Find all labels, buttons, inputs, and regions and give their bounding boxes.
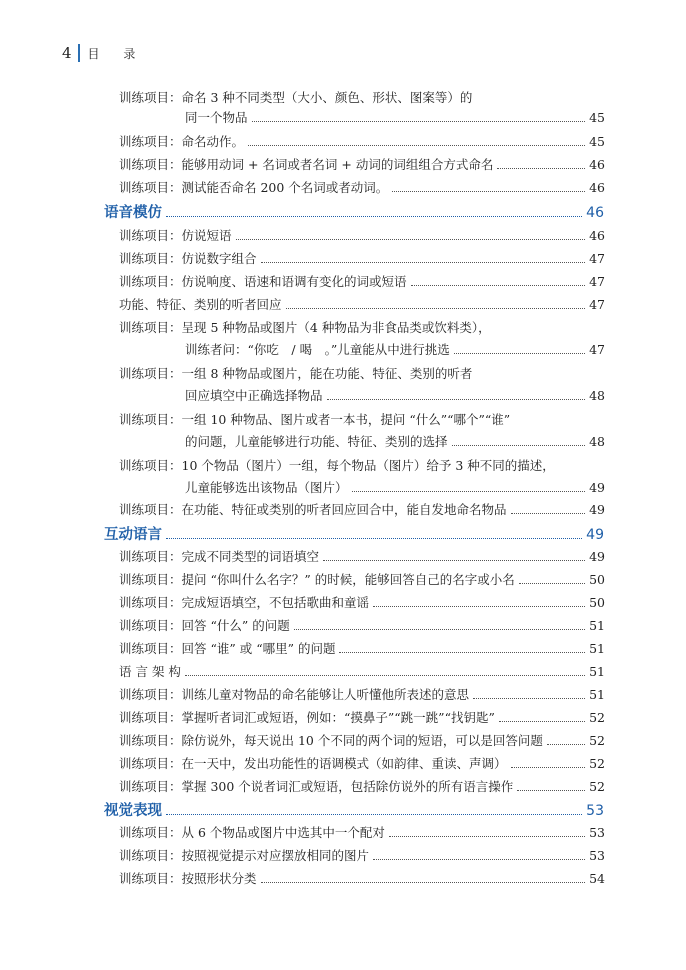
dot-leader <box>519 582 585 584</box>
toc-entry-text: 训练项目：从 6 个物品或图片中选其中一个配对 <box>119 825 385 840</box>
toc-page-number: 51 <box>589 687 605 702</box>
dot-leader <box>473 697 585 699</box>
toc-page-number: 52 <box>589 710 605 725</box>
toc-entry[interactable] <box>119 616 605 636</box>
toc-entry-text: 同一个物品 <box>185 110 248 125</box>
dot-leader <box>261 261 586 263</box>
toc-page-number: 47 <box>589 297 605 312</box>
toc-entry-text: 训练项目：能够用动词 + 名词或者名词 + 动词的词组组合方式命名 <box>119 157 494 172</box>
toc-page-number: 45 <box>589 134 605 149</box>
dot-leader <box>497 167 585 169</box>
section-title: 语音模仿 <box>104 205 162 221</box>
dot-leader <box>166 813 582 815</box>
toc-page-number: 53 <box>589 825 605 840</box>
toc-entry-text: 语 言 架 构 <box>119 664 181 679</box>
toc-entry-text: 训练项目：完成短语填空，不包括歌曲和童谣 <box>119 595 370 610</box>
toc-page-number: 49 <box>589 502 605 517</box>
toc-entry-text: 训练项目：回答 “什么” 的问题 <box>119 618 290 633</box>
dot-leader <box>511 512 586 514</box>
page-number: 4 <box>62 44 72 62</box>
toc-entry[interactable] <box>185 386 605 406</box>
toc-entry[interactable] <box>119 155 605 175</box>
toc-entry[interactable] <box>185 340 605 360</box>
toc-entry[interactable] <box>185 108 605 128</box>
toc-entry-text: 训练项目：仿说数字组合 <box>119 251 257 266</box>
toc-entry[interactable] <box>119 777 605 797</box>
toc-entry-text: 训练项目：训练儿童对物品的命名能够让人听懂他所表述的意思 <box>119 687 470 702</box>
toc-entry-text: 训练项目：命名动作。 <box>119 134 245 149</box>
dot-leader <box>323 559 585 561</box>
toc-page-number: 50 <box>589 595 605 610</box>
toc-entry-text: 训练项目：测试能否命名 200 个名词或者动词。 <box>119 180 389 195</box>
toc-entry[interactable] <box>119 570 605 590</box>
toc-entry-text: 训练项目：在功能、特征或类别的听者回应回合中，能自发地命名物品 <box>119 502 507 517</box>
section-title: 互动语言 <box>104 527 162 543</box>
toc-page-number: 48 <box>589 434 605 449</box>
dot-leader <box>352 490 586 492</box>
dot-leader <box>236 238 586 240</box>
dot-leader <box>373 605 585 607</box>
dot-leader <box>454 352 585 354</box>
toc-section-heading[interactable] <box>104 800 604 822</box>
toc-entry-text: 训练项目：除仿说外，每天说出 10 个不同的两个词的短语，可以是回答问题 <box>119 733 543 748</box>
toc-entry[interactable] <box>119 178 605 198</box>
toc-entry[interactable] <box>119 662 605 682</box>
toc-entry[interactable] <box>119 295 605 315</box>
toc-entry[interactable] <box>185 478 605 498</box>
dot-leader <box>166 537 582 539</box>
toc-entry[interactable] <box>119 226 605 246</box>
toc-entry-text: 训练项目：按照视觉提示对应摆放相同的图片 <box>119 848 370 863</box>
toc-entry-text: 儿童能够选出该物品（图片） <box>185 480 348 495</box>
toc-entry[interactable] <box>119 869 605 889</box>
toc-page-number: 50 <box>589 572 605 587</box>
section-page-number: 49 <box>586 527 604 543</box>
toc-entry[interactable] <box>119 708 605 728</box>
toc-entry[interactable] <box>119 639 605 659</box>
dot-leader <box>373 858 585 860</box>
toc-page-number: 47 <box>589 251 605 266</box>
toc-page-number: 54 <box>589 871 605 886</box>
toc-entry[interactable] <box>119 547 605 567</box>
toc-page-number: 51 <box>589 641 605 656</box>
dot-leader <box>294 628 585 630</box>
toc-entry-line: 训练项目：一组 8 种物品或图片，能在功能、特征、类别的听者 <box>119 366 473 381</box>
toc-page-number: 52 <box>589 733 605 748</box>
dot-leader <box>547 743 585 745</box>
toc-entry-text: 训练项目：掌握听者词汇或短语，例如：“摸鼻子”“跳一跳”“找钥匙” <box>119 710 495 725</box>
toc-entry[interactable] <box>119 593 605 613</box>
toc-page-number: 47 <box>589 342 605 357</box>
toc-entry-line: 训练项目：命名 3 种不同类型（大小、颜色、形状、图案等）的 <box>119 90 473 105</box>
toc-entry-text: 训练项目：在一天中，发出功能性的语调模式（如韵律、重读、声调） <box>119 756 507 771</box>
toc-entry[interactable] <box>119 500 605 520</box>
dot-leader <box>511 766 586 768</box>
toc-page-number: 48 <box>589 388 605 403</box>
toc-entry-text: 回应填空中正确选择物品 <box>185 388 323 403</box>
dot-leader <box>286 307 586 309</box>
toc-page-number: 51 <box>589 618 605 633</box>
dot-leader <box>389 835 585 837</box>
header-title: 目 录 <box>87 46 146 61</box>
toc-page-number: 47 <box>589 274 605 289</box>
toc-entry-line: 训练项目：10 个物品（图片）一组，每个物品（图片）给予 3 种不同的描述， <box>119 458 555 473</box>
toc-entry-text: 训练者问：“你吃 / 喝 。”儿童能从中进行挑选 <box>185 342 450 357</box>
toc-entry[interactable] <box>119 754 605 774</box>
toc-page-number: 51 <box>589 664 605 679</box>
section-page-number: 46 <box>586 205 604 221</box>
dot-leader <box>339 651 585 653</box>
toc-entry-line: 训练项目：一组 10 种物品、图片或者一本书，提问 “什么”“哪个”“谁” <box>119 412 511 427</box>
toc-entry-text: 训练项目：仿说短语 <box>119 228 232 243</box>
toc-page-number: 45 <box>589 110 605 125</box>
running-header <box>62 42 145 64</box>
toc-page-number: 46 <box>589 180 605 195</box>
dot-leader <box>499 720 585 722</box>
toc-entry[interactable] <box>119 846 605 866</box>
toc-page-number: 53 <box>589 848 605 863</box>
toc-page-number: 52 <box>589 779 605 794</box>
toc-entry-text: 训练项目：完成不同类型的词语填空 <box>119 549 320 564</box>
toc-page-number: 46 <box>589 228 605 243</box>
section-page-number: 53 <box>586 803 604 819</box>
toc-page-number: 52 <box>589 756 605 771</box>
header-divider <box>78 44 80 62</box>
toc-page-number: 49 <box>589 549 605 564</box>
dot-leader <box>185 674 585 676</box>
dot-leader <box>166 215 582 217</box>
toc-entry[interactable] <box>119 685 605 705</box>
toc-page-number: 46 <box>589 157 605 172</box>
dot-leader <box>248 144 585 146</box>
dot-leader <box>261 881 586 883</box>
toc-entry-text: 训练项目：掌握 300 个说者词汇或短语，包括除仿说外的所有语言操作 <box>119 779 514 794</box>
toc-entry[interactable] <box>119 272 605 292</box>
toc-entry-line: 训练项目：呈现 5 种物品或图片（4 种物品为非食品类或饮料类）， <box>119 320 491 335</box>
toc-entry[interactable] <box>119 132 605 152</box>
toc-entry-text: 功能、特征、类别的听者回应 <box>119 297 282 312</box>
dot-leader <box>252 120 586 122</box>
dot-leader <box>411 284 586 286</box>
dot-leader <box>392 190 585 192</box>
section-title: 视觉表现 <box>104 803 162 819</box>
toc-entry-text: 训练项目：提问 “你叫什么名字？” 的时候，能够回答自己的名字或小名 <box>119 572 515 587</box>
dot-leader <box>327 398 586 400</box>
toc-entry[interactable] <box>119 731 605 751</box>
toc-page-number: 49 <box>589 480 605 495</box>
toc-entry[interactable] <box>185 432 605 452</box>
toc-section-heading[interactable] <box>104 202 604 224</box>
dot-leader <box>517 789 585 791</box>
dot-leader <box>452 444 586 446</box>
toc-entry-text: 的问题，儿童能够进行功能、特征、类别的选择 <box>185 434 448 449</box>
toc-entry-text: 训练项目：仿说响度、语速和语调有变化的词或短语 <box>119 274 407 289</box>
toc-entry-text: 训练项目：按照形状分类 <box>119 871 257 886</box>
toc-entry[interactable] <box>119 823 605 843</box>
toc-entry[interactable] <box>119 249 605 269</box>
toc-entry-text: 训练项目：回答 “谁” 或 “哪里” 的问题 <box>119 641 336 656</box>
toc-section-heading[interactable] <box>104 524 604 546</box>
